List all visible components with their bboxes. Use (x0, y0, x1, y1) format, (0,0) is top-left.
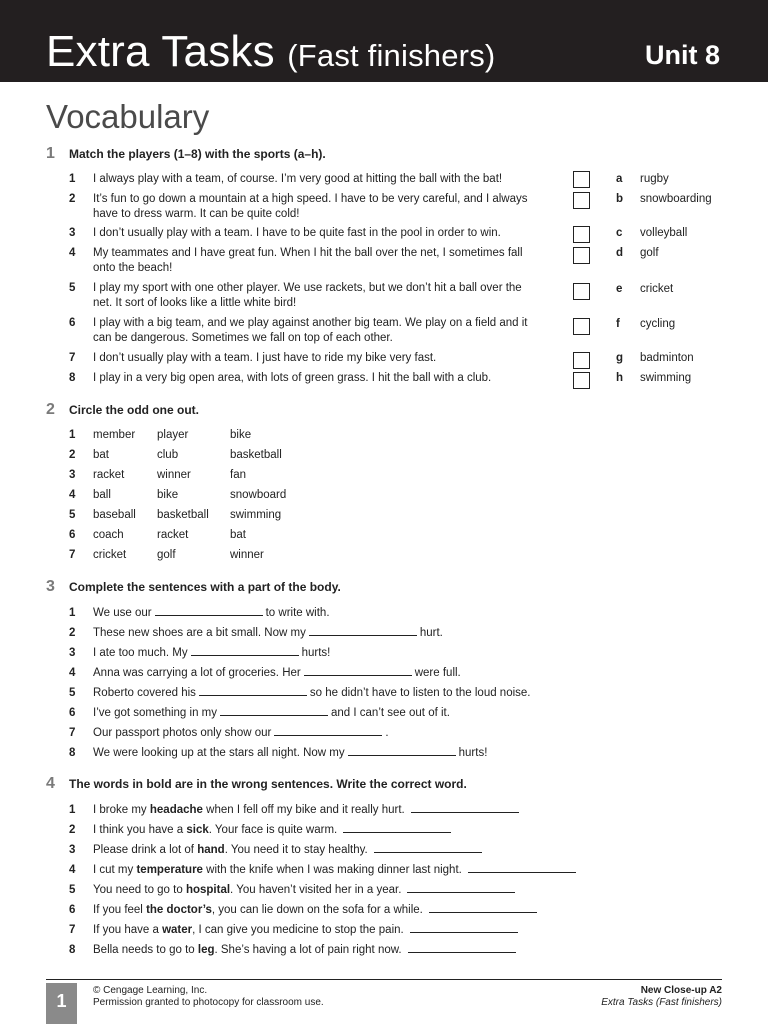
answer-blank[interactable] (155, 605, 263, 616)
answer-blank[interactable] (343, 822, 451, 833)
option-text: badminton (640, 352, 694, 364)
sentence-item (69, 685, 531, 700)
bold-word: sick (186, 824, 209, 836)
bold-word: headache (149, 804, 203, 816)
sentence-start: Anna was carrying a lot of groceries. Her (93, 667, 301, 679)
sport-option (616, 371, 691, 385)
word-option[interactable]: golf (157, 549, 176, 561)
word-option[interactable]: bike (230, 429, 252, 441)
answer-blank[interactable] (429, 902, 537, 913)
item-number: 1 (69, 607, 76, 619)
task-4-heading (46, 775, 467, 793)
sentence-end: hurt. (419, 627, 443, 639)
item-text: My teammates and I have great fun. When I hit the ball over the net, I sometimes fall onto the beach! (93, 247, 523, 274)
sentence-start: These new shoes are a bit small. Now my (93, 627, 306, 639)
sentence-end: . Your face is quite warm. (208, 824, 338, 836)
answer-box-8[interactable] (573, 372, 590, 389)
answer-blank[interactable] (199, 685, 307, 696)
item-number: 6 (69, 707, 76, 719)
task-1-heading (46, 145, 326, 163)
answer-blank[interactable] (220, 705, 328, 716)
item-text: I always play with a team, of course. I’m very good at hitting the ball with the bat! (93, 173, 503, 185)
item-text: I play with a big team, and we play against another big team. We play on a field and it can be dangerous. Sometimes we fall on top of each other. (93, 317, 528, 344)
item-number: 3 (69, 844, 76, 856)
correction-item (69, 862, 579, 877)
answer-box-7[interactable] (573, 352, 590, 369)
sentence-end: . She’s having a lot of pain right now. (214, 944, 402, 956)
answer-blank[interactable] (408, 942, 516, 953)
sentence-end: , you can lie down on the sofa for a while. (211, 904, 423, 916)
item-number: 3 (69, 469, 76, 481)
bold-word: leg (197, 944, 215, 956)
sentence-end: . You haven’t visited her in a year. (230, 884, 402, 896)
option-letter: f (616, 318, 620, 330)
item-number: 5 (69, 884, 76, 896)
task-number: 4 (46, 775, 55, 792)
sentence-start: I think you have a (93, 824, 184, 836)
sentence-start: Our passport photos only show our (93, 727, 272, 739)
answer-blank[interactable] (348, 745, 456, 756)
word-option[interactable]: club (157, 449, 179, 461)
task-number: 2 (46, 401, 55, 418)
answer-box-4[interactable] (573, 247, 590, 264)
answer-box-5[interactable] (573, 283, 590, 300)
word-option[interactable]: basketball (157, 509, 209, 521)
task-2-heading (46, 401, 199, 419)
answer-box-3[interactable] (573, 226, 590, 243)
sentence-item (69, 745, 487, 760)
word-option[interactable]: winner (157, 469, 191, 481)
sentence-end: were full. (414, 667, 461, 679)
item-number: 1 (69, 804, 76, 816)
option-letter: a (616, 173, 623, 185)
item-text: I play in a very big open area, with lots of green grass. I hit the ball with a club. (93, 372, 492, 384)
task-instruction: Circle the odd one out. (69, 403, 200, 417)
word-option[interactable]: basketball (230, 449, 282, 461)
sentence-item (69, 625, 443, 640)
correction-item (69, 802, 522, 817)
word-option[interactable]: bat (93, 449, 109, 461)
sentence-start: I broke my (93, 804, 147, 816)
bold-word: hand (197, 844, 225, 856)
word-option[interactable]: baseball (93, 509, 136, 521)
item-number: 7 (69, 727, 76, 739)
sentence-start: Roberto covered his (93, 687, 196, 699)
answer-box-6[interactable] (573, 318, 590, 335)
sentence-end: when I fell off my bike and it really hurt. (206, 804, 405, 816)
word-option[interactable]: bike (157, 489, 179, 501)
copyright-text: © Cengage Learning, Inc. (93, 985, 208, 996)
answer-box-1[interactable] (573, 171, 590, 188)
option-text: swimming (640, 372, 692, 384)
page-number: 1 (46, 983, 77, 1024)
sentence-start: We were looking up at the stars all night. Now my (93, 747, 345, 759)
answer-blank[interactable] (191, 645, 299, 656)
item-number: 6 (69, 317, 76, 329)
option-letter: e (616, 283, 623, 295)
item-text: I don’t usually play with a team. I have to be quite fast in the pool in order to win. (93, 227, 501, 239)
sentence-end: to write with. (265, 607, 330, 619)
sentence-item (69, 645, 330, 660)
option-letter: c (616, 227, 623, 239)
item-number: 2 (69, 449, 76, 461)
item-number: 4 (69, 667, 76, 679)
item-number: 3 (69, 227, 76, 239)
sentence-start: Please drink a lot of (93, 844, 195, 856)
item-number: 8 (69, 372, 76, 384)
sentence-start: I cut my (93, 864, 134, 876)
option-letter: h (616, 372, 624, 384)
page-header (0, 0, 768, 82)
word-option[interactable]: racket (93, 469, 125, 481)
answer-blank[interactable] (407, 882, 515, 893)
bold-word: hospital (185, 884, 231, 896)
book-title: New Close-up A2 (640, 985, 722, 996)
sport-option (616, 351, 694, 365)
answer-box-2[interactable] (573, 192, 590, 209)
title-main: Extra Tasks (46, 27, 275, 76)
option-text: golf (640, 247, 659, 259)
option-letter: d (616, 247, 624, 259)
sentence-end: hurts! (458, 747, 488, 759)
answer-blank[interactable] (468, 862, 576, 873)
sentence-end: , I can give you medicine to stop the pain. (192, 924, 404, 936)
item-text: I don’t usually play with a team. I just have to ride my bike very fast. (93, 352, 437, 364)
unit-label: Unit 8 (644, 40, 720, 70)
sentence-end: with the knife when I was making dinner last night. (206, 864, 462, 876)
sentence-start: I ate too much. My (93, 647, 188, 659)
option-letter: b (616, 193, 624, 205)
item-number: 1 (69, 173, 76, 185)
sport-option (616, 172, 669, 186)
item-number: 7 (69, 924, 76, 936)
item-number: 2 (69, 193, 76, 205)
answer-blank[interactable] (411, 802, 519, 813)
page-title (46, 27, 495, 81)
word-option[interactable]: snowboard (230, 489, 287, 501)
option-text: volleyball (640, 227, 688, 239)
sentence-end: . (385, 727, 389, 739)
correction-item (69, 922, 521, 937)
word-option[interactable]: fan (230, 469, 246, 481)
item-number: 5 (69, 282, 76, 294)
word-option[interactable]: winner (230, 549, 264, 561)
sport-option (616, 246, 659, 260)
sport-option (616, 317, 675, 331)
permission-text: Permission granted to photocopy for classroom use. (93, 997, 324, 1008)
correction-item (69, 882, 518, 897)
sentence-start: If you have a (93, 924, 159, 936)
title-sub: (Fast finishers) (287, 38, 496, 73)
word-option[interactable]: bat (230, 529, 246, 541)
item-number: 5 (69, 509, 76, 521)
sentence-item (69, 665, 461, 680)
option-letter: g (616, 352, 624, 364)
sport-option (616, 282, 673, 296)
sentence-start: I’ve got something in my (93, 707, 218, 719)
word-option[interactable]: ball (93, 489, 111, 501)
item-number: 7 (69, 352, 76, 364)
item-number: 1 (69, 429, 76, 441)
sentence-end: and I can’t see out of it. (331, 707, 450, 719)
sentence-start: We use our (93, 607, 152, 619)
word-option[interactable]: coach (93, 529, 124, 541)
sentence-item (69, 725, 389, 740)
sentence-item (69, 605, 330, 620)
answer-blank[interactable] (374, 842, 482, 853)
sentence-end: hurts! (301, 647, 331, 659)
answer-blank[interactable] (309, 625, 417, 636)
sport-option (616, 226, 687, 240)
answer-blank[interactable] (410, 922, 518, 933)
footer-book-info (601, 985, 722, 1009)
task-instruction: Complete the sentences with a part of the body. (69, 580, 341, 594)
option-text: cricket (640, 283, 674, 295)
word-option[interactable]: swimming (230, 509, 282, 521)
footer-copyright (93, 985, 324, 1009)
word-option[interactable]: member (93, 429, 136, 441)
sport-option (616, 192, 712, 206)
item-number: 6 (69, 904, 76, 916)
task-number: 1 (46, 145, 55, 162)
item-number: 8 (69, 747, 76, 759)
bold-word: water (162, 924, 193, 936)
item-number: 4 (69, 489, 76, 501)
item-text: It’s fun to go down a mountain at a high speed. I have to be very careful, and I always have to dress warm. It can be quite cold! (93, 193, 528, 220)
task-number: 3 (46, 578, 55, 595)
task-instruction: Match the players (1–8) with the sports (a–h). (69, 147, 326, 161)
correction-item (69, 822, 454, 837)
item-number: 7 (69, 549, 76, 561)
option-text: cycling (640, 318, 676, 330)
item-number: 2 (69, 824, 76, 836)
section-title: Vocabulary (46, 98, 210, 135)
option-text: snowboarding (640, 193, 712, 205)
item-number: 3 (69, 647, 76, 659)
item-number: 2 (69, 627, 76, 639)
answer-blank[interactable] (274, 725, 382, 736)
footer-divider (46, 979, 722, 980)
sentence-start: Bella needs to go to (93, 944, 195, 956)
task-instruction: The words in bold are in the wrong sentences. Write the correct word. (69, 777, 467, 791)
answer-blank[interactable] (304, 665, 412, 676)
correction-item (69, 942, 519, 957)
item-number: 6 (69, 529, 76, 541)
sentence-item (69, 705, 450, 720)
item-number: 8 (69, 944, 76, 956)
word-option[interactable]: racket (157, 529, 189, 541)
sentence-start: If you feel (93, 904, 143, 916)
correction-item (69, 842, 485, 857)
word-option[interactable]: player (157, 429, 189, 441)
bold-word: temperature (136, 864, 203, 876)
item-number: 5 (69, 687, 76, 699)
bold-word: the doctor’s (146, 904, 212, 916)
sentence-start: You need to go to (93, 884, 183, 896)
item-number: 4 (69, 864, 76, 876)
item-text: I play my sport with one other player. We use rackets, but we don’t hit a ball over the net. It sort of looks like a little white bird! (93, 282, 522, 309)
book-subtitle: Extra Tasks (Fast finishers) (601, 997, 722, 1008)
task-3-heading (46, 578, 341, 596)
sentence-end: . You need it to stay healthy. (224, 844, 368, 856)
word-option[interactable]: cricket (93, 549, 127, 561)
item-number: 4 (69, 247, 76, 259)
sentence-end: so he didn’t have to listen to the loud noise. (309, 687, 531, 699)
option-text: rugby (640, 173, 669, 185)
correction-item (69, 902, 540, 917)
